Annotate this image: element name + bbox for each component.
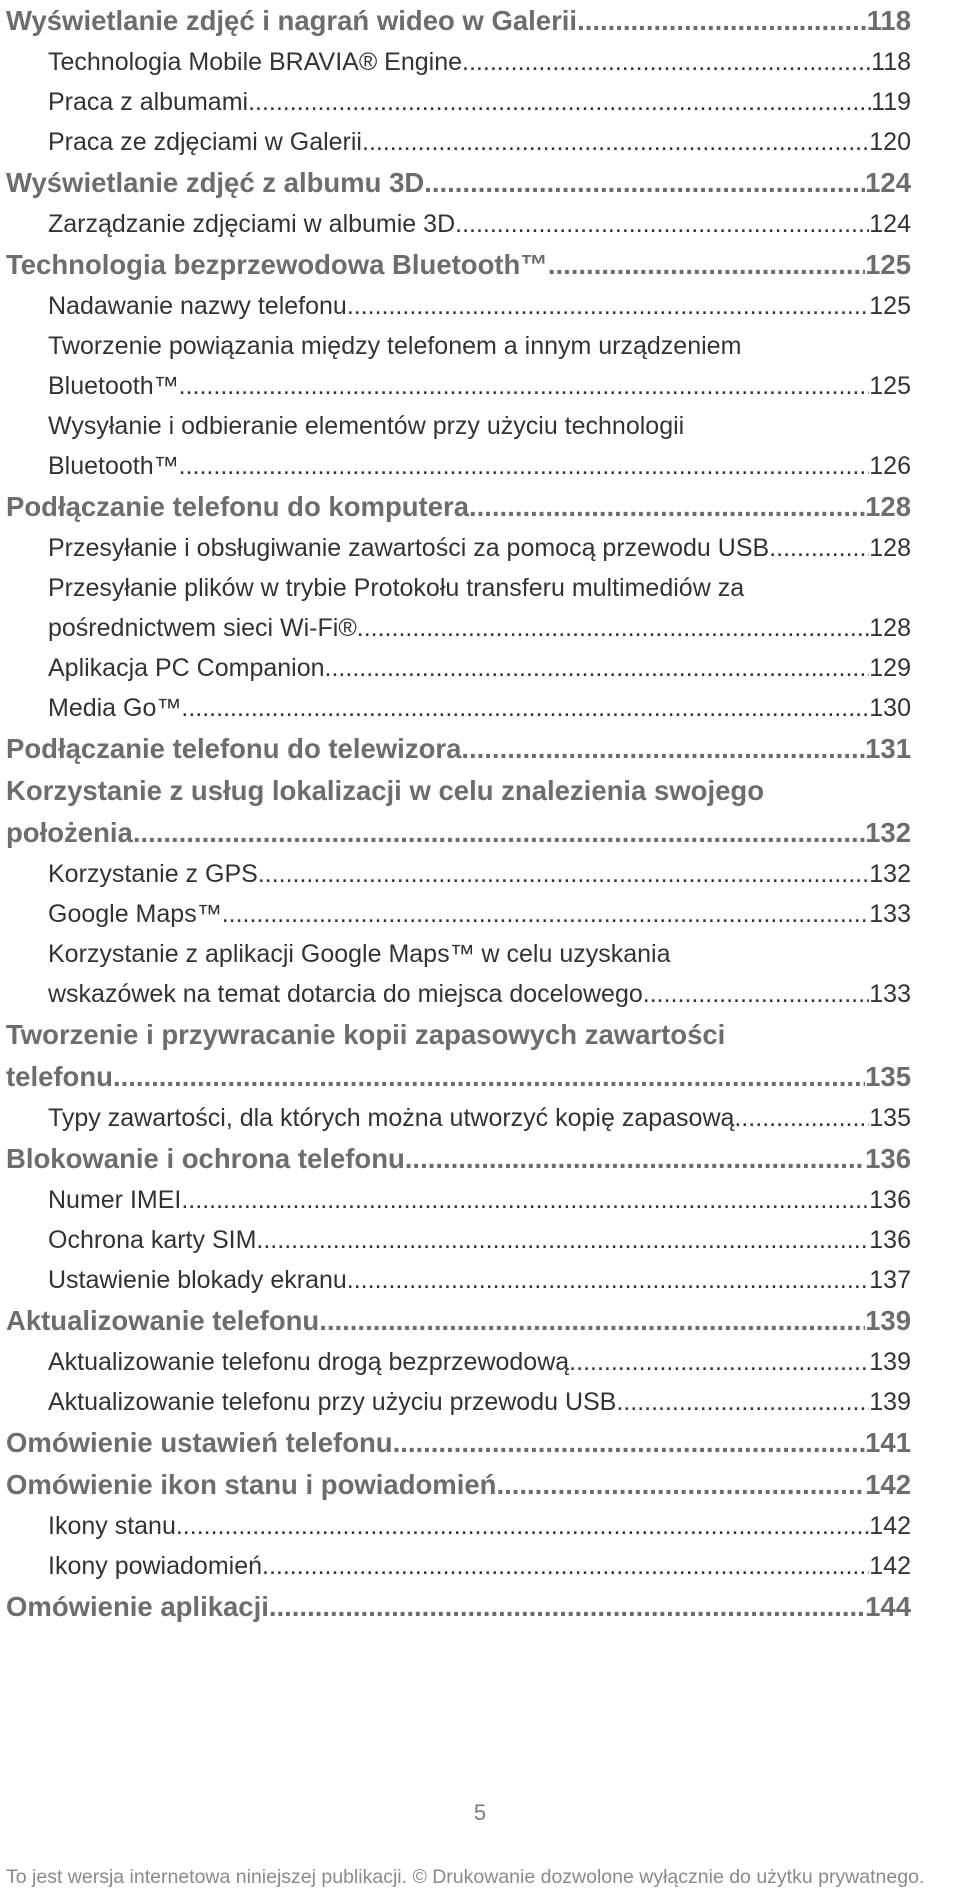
toc-page-number: 132 — [865, 817, 911, 848]
toc-chapter[interactable] — [6, 1422, 911, 1464]
toc-page-number: 139 — [869, 1348, 911, 1376]
toc-section[interactable] — [6, 42, 911, 82]
toc-section[interactable] — [6, 204, 911, 244]
dot-leader — [616, 1382, 869, 1422]
dot-leader — [262, 1546, 869, 1586]
toc-page-number: 118 — [866, 5, 911, 36]
toc-entry-title: Omówienie ustawień telefonu — [6, 1427, 393, 1458]
toc-section[interactable] — [6, 568, 911, 648]
dot-leader — [424, 162, 865, 204]
toc-page-number: 136 — [869, 1186, 911, 1214]
toc-entry-title: Praca z albumami — [48, 88, 249, 116]
toc-page-number: 131 — [865, 733, 911, 764]
toc-page-number: 125 — [869, 292, 911, 320]
toc-entry-title: Ochrona karty SIM — [48, 1226, 257, 1254]
dot-leader — [393, 1422, 866, 1464]
toc-page-number: 130 — [869, 694, 911, 722]
toc-entry-title: telefonu — [6, 1061, 113, 1092]
toc-page-number: 136 — [869, 1226, 911, 1254]
toc-entry-title: Podłączanie telefonu do telewizora — [6, 733, 462, 764]
toc-entry-title: Przesyłanie i obsługiwanie zawartości za pomocą przewodu USB — [48, 534, 770, 562]
toc-entry-title: Zarządzanie zdjęciami w albumie 3D — [48, 210, 456, 238]
dot-leader — [496, 1464, 865, 1506]
toc-entry-title: Wyświetlanie zdjęć i nagrań wideo w Galerii — [6, 5, 578, 36]
toc-chapter[interactable] — [6, 244, 911, 286]
toc-page-number: 128 — [869, 534, 911, 562]
toc-entry-title: Aktualizowanie telefonu przy użyciu przewodu USB — [48, 1388, 617, 1416]
toc-entry-title: pośrednictwem sieci Wi-Fi® — [48, 614, 357, 642]
toc-entry-title-line: Korzystanie z usług lokalizacji w celu znalezienia swojego — [6, 775, 764, 806]
toc-section[interactable] — [6, 122, 911, 162]
toc-entry-title: Praca ze zdjęciami w Galerii — [48, 128, 362, 156]
toc-page-number: 119 — [871, 88, 911, 116]
toc-entry-title: Media Go™ — [48, 694, 182, 722]
toc-entry-title: Omówienie ikon stanu i powiadomień — [6, 1469, 497, 1500]
dot-leader — [113, 1056, 865, 1098]
toc-page-number: 137 — [869, 1266, 911, 1294]
dot-leader — [181, 1180, 869, 1220]
toc-section[interactable] — [6, 648, 911, 688]
toc-entry-title-line: Tworzenie powiązania między telefonem a innym urządzeniem — [48, 332, 742, 360]
toc-page-number: 128 — [869, 614, 911, 642]
toc-chapter[interactable] — [6, 1300, 911, 1342]
toc-section[interactable] — [6, 1220, 911, 1260]
toc-section[interactable] — [6, 82, 911, 122]
dot-leader — [256, 1220, 869, 1260]
toc-page-number: 141 — [865, 1427, 911, 1458]
toc-chapter[interactable] — [6, 486, 911, 528]
toc-entry-title: Nadawanie nazwy telefonu — [48, 292, 347, 320]
dot-leader — [455, 204, 869, 244]
dot-leader — [469, 486, 865, 528]
toc-section[interactable] — [6, 406, 911, 486]
toc-chapter[interactable] — [6, 162, 911, 204]
toc-page-number: 144 — [865, 1591, 911, 1622]
toc-entry-title: Technologia Mobile BRAVIA® Engine — [48, 48, 463, 76]
dot-leader — [734, 1098, 869, 1138]
toc-entry-title-line: Przesyłanie plików w trybie Protokołu transferu multimediów za — [48, 574, 745, 602]
dot-leader — [248, 82, 871, 122]
toc-page-number: 139 — [865, 1305, 911, 1336]
dot-leader — [569, 1342, 869, 1382]
toc-entry-title: Aktualizowanie telefonu drogą bezprzewodową — [48, 1348, 570, 1376]
toc-page-number: 128 — [865, 491, 911, 522]
toc-entry-title: Google Maps™ — [48, 900, 222, 928]
toc-section[interactable] — [6, 1098, 911, 1138]
dot-leader — [325, 648, 870, 688]
toc-page-number: 142 — [869, 1552, 911, 1580]
toc-chapter[interactable] — [6, 1014, 911, 1098]
dot-leader — [181, 688, 869, 728]
dot-leader — [357, 608, 870, 648]
toc-page-number: 142 — [869, 1512, 911, 1540]
toc-chapter[interactable] — [6, 1138, 911, 1180]
toc-entry-title: Aplikacja PC Companion — [48, 654, 325, 682]
dot-leader — [258, 854, 869, 894]
toc-section[interactable] — [6, 528, 911, 568]
dot-leader — [179, 446, 870, 486]
toc-entry-title-line: Tworzenie i przywracanie kopii zapasowych zawartości — [6, 1019, 726, 1050]
dot-leader — [548, 244, 865, 286]
toc-chapter[interactable] — [6, 0, 911, 42]
toc-page-number: 126 — [869, 452, 911, 480]
dot-leader — [405, 1138, 865, 1180]
dot-leader — [176, 1506, 869, 1546]
toc-entry-title: Wyświetlanie zdjęć z albumu 3D — [6, 167, 425, 198]
toc-entry-title: wskazówek na temat dotarcia do miejsca docelowego — [48, 980, 643, 1008]
toc-page-number: 132 — [869, 860, 911, 888]
toc-page-number: 133 — [869, 900, 911, 928]
toc-page-number: 125 — [869, 372, 911, 400]
toc-page-number: 135 — [865, 1061, 911, 1092]
page-number: 5 — [473, 1800, 487, 1825]
toc-entry-title: Typy zawartości, dla których można utworzyć kopię zapasową — [48, 1104, 735, 1132]
toc-entry-title: Omówienie aplikacji — [6, 1591, 269, 1622]
toc-entry-title: Podłączanie telefonu do komputera — [6, 491, 469, 522]
toc-entry-title: Blokowanie i ochrona telefonu — [6, 1143, 405, 1174]
toc-section[interactable] — [6, 894, 911, 934]
dot-leader — [462, 42, 871, 82]
toc-chapter[interactable] — [6, 1464, 911, 1506]
toc-section[interactable] — [6, 1506, 911, 1546]
dot-leader — [319, 1300, 865, 1342]
toc-chapter[interactable] — [6, 1586, 911, 1628]
footer-notice: To jest wersja internetowa niniejszej publikacji. © Drukowanie dozwolone wyłącznie do użytku prywatnego. — [6, 1866, 925, 1888]
toc-page-number: 124 — [869, 210, 911, 238]
toc-section[interactable] — [6, 1382, 911, 1422]
toc-entry-title: Ustawienie blokady ekranu — [48, 1266, 347, 1294]
toc-page-number: 139 — [869, 1388, 911, 1416]
toc-section[interactable] — [6, 1260, 911, 1300]
dot-leader — [643, 974, 870, 1014]
toc-entry-title: położenia — [6, 817, 133, 848]
dot-leader — [347, 1260, 870, 1300]
toc-entry-title: Aktualizowanie telefonu — [6, 1305, 320, 1336]
toc-page-number: 125 — [865, 249, 911, 280]
toc-page-number: 142 — [865, 1469, 911, 1500]
toc-section[interactable] — [6, 934, 911, 1014]
toc-section[interactable] — [6, 1180, 911, 1220]
toc-page-number: 135 — [869, 1104, 911, 1132]
dot-leader — [222, 894, 870, 934]
dot-leader — [362, 122, 869, 162]
toc-entry-title: Korzystanie z GPS — [48, 860, 258, 888]
dot-leader — [133, 812, 865, 854]
toc-entry-title: Bluetooth™ — [48, 372, 179, 400]
toc-section[interactable] — [6, 286, 911, 326]
toc-page-number: 133 — [869, 980, 911, 1008]
toc-chapter[interactable] — [6, 770, 911, 854]
toc-section[interactable] — [6, 688, 911, 728]
toc-entry-title: Technologia bezprzewodowa Bluetooth™ — [6, 249, 548, 280]
toc-chapter[interactable] — [6, 728, 911, 770]
toc-page-number: 120 — [869, 128, 911, 156]
toc-entry-title: Ikony powiadomień — [48, 1552, 263, 1580]
toc-entry-title-line: Wysyłanie i odbieranie elementów przy użyciu technologii — [48, 412, 685, 440]
toc-page-number: 124 — [865, 167, 911, 198]
toc-section[interactable] — [6, 326, 911, 406]
dot-leader — [269, 1586, 865, 1628]
toc-page-number: 129 — [869, 654, 911, 682]
dot-leader — [179, 366, 870, 406]
toc-entry-title: Bluetooth™ — [48, 452, 179, 480]
toc-page-number: 118 — [871, 48, 911, 76]
toc-entry-title-line: Korzystanie z aplikacji Google Maps™ w celu uzyskania — [48, 940, 671, 968]
toc-entry-title: Numer IMEI — [48, 1186, 182, 1214]
dot-leader — [769, 528, 869, 568]
dot-leader — [347, 286, 869, 326]
toc-section[interactable] — [6, 854, 911, 894]
dot-leader — [577, 0, 867, 42]
table-of-contents — [6, 0, 911, 1628]
dot-leader — [461, 728, 865, 770]
toc-section[interactable] — [6, 1546, 911, 1586]
toc-section[interactable] — [6, 1342, 911, 1382]
toc-entry-title: Ikony stanu — [48, 1512, 176, 1540]
toc-page-number: 136 — [865, 1143, 911, 1174]
